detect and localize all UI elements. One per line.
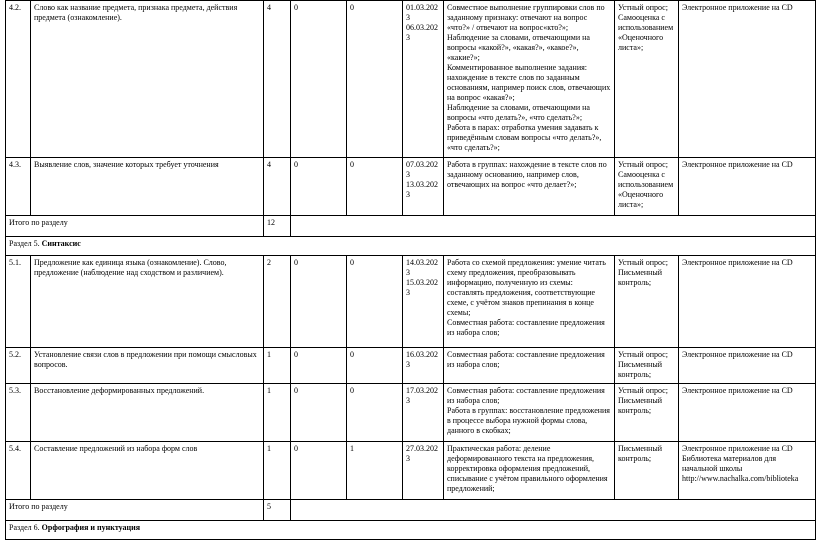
row-number: 5.3. bbox=[6, 384, 31, 442]
practice-hours-cell: 0 bbox=[347, 256, 403, 348]
total-hours-cell: 4 bbox=[264, 1, 291, 158]
resources-cell: Электронное приложение на CD bbox=[679, 1, 816, 158]
control-forms-cell: Письменный контроль; bbox=[615, 442, 679, 500]
section-title: Синтаксис bbox=[41, 239, 81, 248]
subtotal-empty bbox=[291, 500, 816, 521]
control-hours-cell: 0 bbox=[291, 442, 347, 500]
table-row bbox=[6, 256, 816, 348]
control-hours-cell: 0 bbox=[291, 1, 347, 158]
section-title: Орфография и пунктуация bbox=[41, 523, 141, 532]
activities-cell: Совместное выполнение группировки слов по заданному признаку: отвечают на вопрос «что?» / отвечают на вопрос«кто?»; Наблюдение за словами, отвечающими на вопросы «какой?», «какая?», «какое?», «какие?»; Комментированное выполнение задания: нахождение в тексте слов по заданным основаниям, например поиск слов, отвечающих на вопрос «какая?»; Наблюдение за словами, отвечающими на вопросы «что делать?», «что сделать?»; Работа в парах: отработка умения задавать к приведённым словам вопросы «что делать?», «что сделать?»; bbox=[444, 1, 615, 158]
row-number: 4.2. bbox=[6, 1, 31, 158]
total-hours-cell: 4 bbox=[264, 158, 291, 216]
subtotal-empty bbox=[291, 216, 816, 237]
practice-hours-cell: 0 bbox=[347, 384, 403, 442]
activities-cell: Практическая работа: деление деформированного текста на предложения, корректировка оформления предложений, списывание с учётом правильного оформления предложений; bbox=[444, 442, 615, 500]
table-row bbox=[6, 1, 816, 158]
control-hours-cell: 0 bbox=[291, 256, 347, 348]
control-forms-cell: Устный опрос; Самооценка с использованием «Оценочного листа»; bbox=[615, 158, 679, 216]
topic-cell: Предложение как единица языка (ознакомление). Слово, предложение (наблюдение над сходством и различием). bbox=[31, 256, 264, 348]
dates-cell: 27.03.2023 bbox=[403, 442, 444, 500]
subtotal-row bbox=[6, 216, 816, 237]
total-hours-cell: 2 bbox=[264, 256, 291, 348]
subtotal-label: Итого по разделу bbox=[6, 500, 264, 521]
dates-cell: 17.03.2023 bbox=[403, 384, 444, 442]
activities-cell: Совместная работа: составление предложения из набора слов; bbox=[444, 348, 615, 384]
section-prefix: Раздел 6. bbox=[9, 523, 42, 532]
resources-cell: Электронное приложение на CD bbox=[679, 158, 816, 216]
control-forms-cell: Устный опрос; Письменный контроль; bbox=[615, 348, 679, 384]
control-hours-cell: 0 bbox=[291, 348, 347, 384]
table-row bbox=[6, 442, 816, 500]
resources-cell: Электронное приложение на CD bbox=[679, 384, 816, 442]
total-hours-cell: 1 bbox=[264, 348, 291, 384]
topic-cell: Установление связи слов в предложении при помощи смысловых вопросов. bbox=[31, 348, 264, 384]
section-prefix: Раздел 5. bbox=[9, 239, 42, 248]
total-hours-cell: 1 bbox=[264, 384, 291, 442]
resources-cell: Электронное приложение на CD bbox=[679, 348, 816, 384]
subtotal-value: 12 bbox=[264, 216, 291, 237]
activities-cell: Работа в группах: нахождение в тексте слов по заданному основанию, например слов, отвечающих на вопрос «что делает?»; bbox=[444, 158, 615, 216]
control-hours-cell: 0 bbox=[291, 384, 347, 442]
dates-cell: 14.03.2023 15.03.2023 bbox=[403, 256, 444, 348]
control-forms-cell: Устный опрос; Самооценка с использованием «Оценочного листа»; bbox=[615, 1, 679, 158]
practice-hours-cell: 1 bbox=[347, 442, 403, 500]
topic-cell: Восстановление деформированных предложений. bbox=[31, 384, 264, 442]
section-header-row bbox=[6, 237, 816, 256]
dates-cell: 01.03.2023 06.03.2023 bbox=[403, 1, 444, 158]
activities-cell: Совместная работа: составление предложения из набора слов; Работа в группах: восстановление предложения в процессе выбора нужной формы слова, данного в скобках; bbox=[444, 384, 615, 442]
table-row bbox=[6, 384, 816, 442]
resources-cell: Электронное приложение на CD bbox=[679, 256, 816, 348]
subtotal-row bbox=[6, 500, 816, 521]
topic-cell: Составление предложений из набора форм слов bbox=[31, 442, 264, 500]
section-header bbox=[6, 237, 816, 256]
practice-hours-cell: 0 bbox=[347, 1, 403, 158]
table-row bbox=[6, 348, 816, 384]
row-number: 5.1. bbox=[6, 256, 31, 348]
subtotal-label: Итого по разделу bbox=[6, 216, 264, 237]
total-hours-cell: 1 bbox=[264, 442, 291, 500]
dates-cell: 16.03.2023 bbox=[403, 348, 444, 384]
subtotal-value: 5 bbox=[264, 500, 291, 521]
topic-cell: Выявление слов, значение которых требует уточнения bbox=[31, 158, 264, 216]
topic-cell: Слово как название предмета, признака предмета, действия предмета (ознакомление). bbox=[31, 1, 264, 158]
practice-hours-cell: 0 bbox=[347, 158, 403, 216]
lesson-plan-table bbox=[5, 0, 816, 540]
row-number: 5.2. bbox=[6, 348, 31, 384]
control-forms-cell: Устный опрос; Письменный контроль; bbox=[615, 256, 679, 348]
row-number: 5.4. bbox=[6, 442, 31, 500]
activities-cell: Работа со схемой предложения: умение читать схему предложения, преобразовывать информацию, полученную из схемы: составлять предложения, соответствующие схеме, с учётом знаков препинания в конце схемы; Совместная работа: составление предложения из набора слов; bbox=[444, 256, 615, 348]
control-hours-cell: 0 bbox=[291, 158, 347, 216]
dates-cell: 07.03.2023 13.03.2023 bbox=[403, 158, 444, 216]
practice-hours-cell: 0 bbox=[347, 348, 403, 384]
control-forms-cell: Устный опрос; Письменный контроль; bbox=[615, 384, 679, 442]
row-number: 4.3. bbox=[6, 158, 31, 216]
table-row bbox=[6, 158, 816, 216]
resources-cell: Электронное приложение на CD Библиотека материалов для начальной школы http://www.nachalka.com/biblioteka bbox=[679, 442, 816, 500]
